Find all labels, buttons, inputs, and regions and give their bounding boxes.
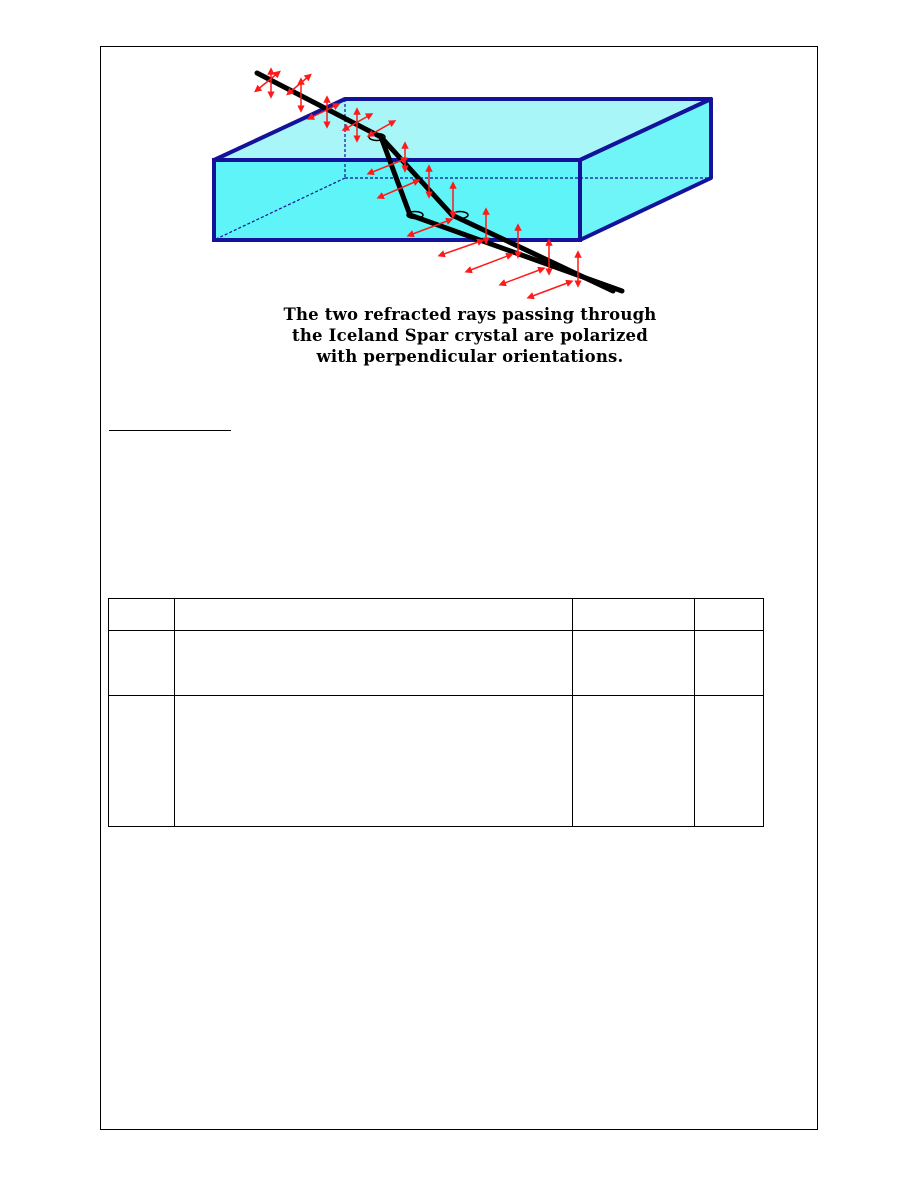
table-cell xyxy=(175,599,573,631)
caption-line-3: with perpendicular orientations. xyxy=(316,347,624,366)
caption-line-2: the Iceland Spar crystal are polarized xyxy=(292,326,648,345)
table-row xyxy=(109,599,764,631)
table-row xyxy=(109,696,764,827)
iceland-spar-birefringence-diagram xyxy=(205,65,725,310)
table-cell xyxy=(175,696,573,827)
table-cell xyxy=(695,599,764,631)
heading-underline xyxy=(109,430,231,431)
table-cell xyxy=(695,631,764,696)
table-cell xyxy=(573,696,695,827)
table-row xyxy=(109,631,764,696)
caption-line-1: The two refracted rays passing through xyxy=(283,305,657,324)
figure-caption xyxy=(195,304,745,367)
table-cell xyxy=(109,599,175,631)
table-cell xyxy=(175,631,573,696)
table-cell xyxy=(573,599,695,631)
table-cell xyxy=(695,696,764,827)
crystal-front-face xyxy=(214,160,580,240)
table-cell xyxy=(109,631,175,696)
table-cell xyxy=(573,631,695,696)
table-cell xyxy=(109,696,175,827)
empty-table xyxy=(108,598,764,827)
